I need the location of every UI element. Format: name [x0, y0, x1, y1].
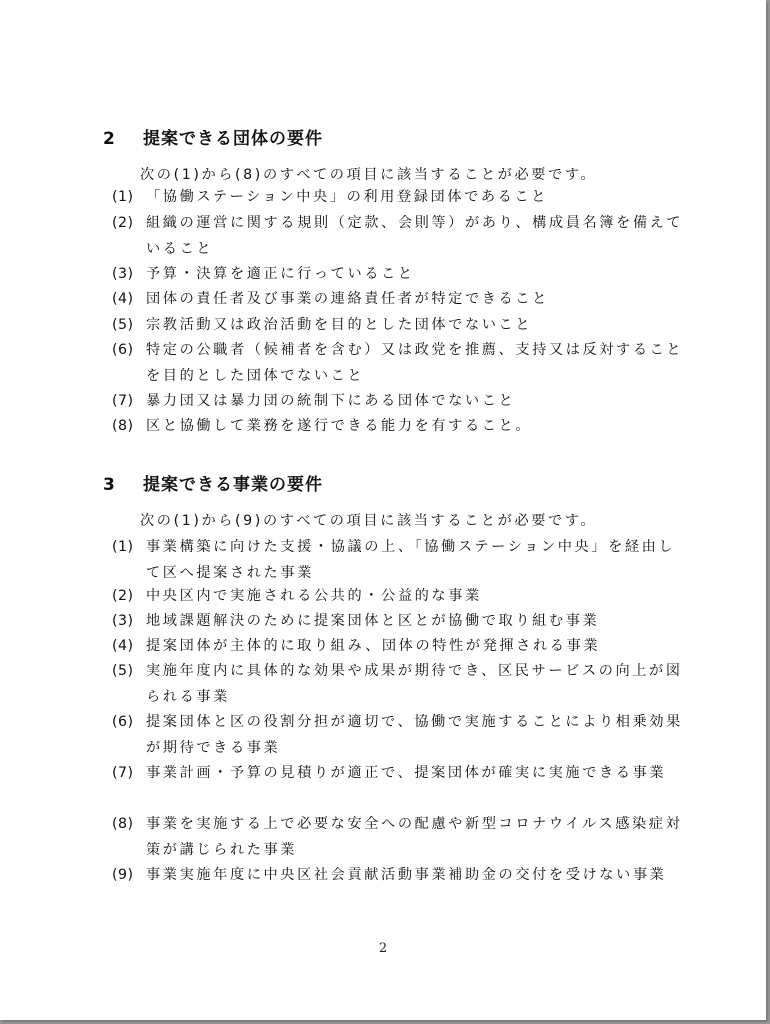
- item-label: (2): [112, 215, 134, 231]
- list-item: [112, 185, 692, 211]
- list-item: [112, 338, 692, 389]
- list-item: [112, 262, 692, 288]
- section-intro: 次の(1)から(8)のすべての項目に該当することが必要です。: [140, 167, 598, 183]
- section-number: 2: [103, 129, 116, 149]
- section-heading: [103, 470, 323, 495]
- list-item: [112, 609, 692, 635]
- item-text: 区と協働して業務を遂行できる能力を有すること。: [146, 418, 533, 434]
- list-item: [112, 634, 692, 660]
- item-text: 事業計画・予算の見積りが適正で、提案団体が確実に実施できる事業: [146, 765, 667, 781]
- item-label: (3): [112, 266, 134, 282]
- item-text: 「協働ステーション中央」の利用登録団体であること: [146, 189, 549, 205]
- item-label: (2): [112, 588, 134, 604]
- item-label: (6): [112, 342, 134, 358]
- item-label: (9): [112, 867, 134, 883]
- list-item: [112, 659, 692, 710]
- list-item: [112, 414, 692, 440]
- list-item: [112, 389, 692, 415]
- item-text: 提案団体と区の役割分担が適切で、協働で実施することにより相乗効果が期待できる事業: [146, 714, 683, 756]
- item-text: 宗教活動又は政治活動を目的とした団体でないこと: [146, 317, 533, 333]
- item-label: (8): [112, 816, 134, 832]
- item-text: 組織の運営に関する規則（定款、会則等）があり、構成員名簿を備えていること: [146, 215, 684, 257]
- item-text: 特定の公職者（候補者を含む）又は政党を推薦、支持又は反対することを目的とした団体でないこと: [146, 342, 684, 384]
- item-text: 提案団体が主体的に取り組み、団体の特性が発揮される事業: [146, 638, 601, 654]
- item-text: 中央区内で実施される公共的・公益的な事業: [146, 588, 482, 604]
- item-text: 暴力団又は暴力団の統制下にある団体でないこと: [146, 393, 516, 409]
- item-text: 団体の責任者及び事業の連絡責任者が特定できること: [146, 291, 549, 307]
- section-title: 提案できる事業の要件: [143, 475, 323, 495]
- item-text: 地域課題解決のために提案団体と区とが協働で取り組む事業: [146, 613, 600, 629]
- item-label: (5): [112, 663, 134, 679]
- item-text: 実施年度内に具体的な効果や成果が期待でき、区民サービスの向上が図られる事業: [146, 663, 683, 705]
- item-text: 予算・決算を適正に行っていること: [146, 266, 415, 282]
- item-text: 事業実施年度に中央区社会貢献活動事業補助金の交付を受けない事業: [146, 867, 667, 883]
- section-number: 3: [103, 475, 116, 495]
- item-label: (7): [112, 393, 134, 409]
- section-title: 提案できる団体の要件: [143, 129, 323, 149]
- list-item: [112, 313, 692, 339]
- item-label: (3): [112, 613, 134, 629]
- list-item: [112, 761, 692, 787]
- section-heading: [103, 124, 323, 149]
- item-text: 事業構築に向けた支援・協議の上、「協働ステーション中央」を経由して区へ提案された事業: [146, 539, 676, 581]
- item-label: (8): [112, 418, 134, 434]
- list-item: [112, 584, 692, 610]
- list-item: [112, 812, 692, 863]
- item-label: (7): [112, 765, 134, 781]
- item-label: (1): [112, 189, 134, 205]
- list-item: [112, 535, 692, 586]
- list-item: [112, 863, 692, 889]
- item-label: (6): [112, 714, 134, 730]
- page-number: 2: [378, 941, 388, 956]
- item-label: (4): [112, 638, 134, 654]
- list-item: [112, 287, 692, 313]
- item-label: (1): [112, 539, 134, 555]
- item-label: (4): [112, 291, 134, 307]
- list-item: [112, 211, 692, 262]
- section-intro: 次の(1)から(9)のすべての項目に該当することが必要です。: [140, 513, 598, 529]
- item-label: (5): [112, 317, 134, 333]
- item-text: 事業を実施する上で必要な安全への配慮や新型コロナウイルス感染症対策が講じられた事業: [146, 816, 683, 858]
- list-item: [112, 710, 692, 761]
